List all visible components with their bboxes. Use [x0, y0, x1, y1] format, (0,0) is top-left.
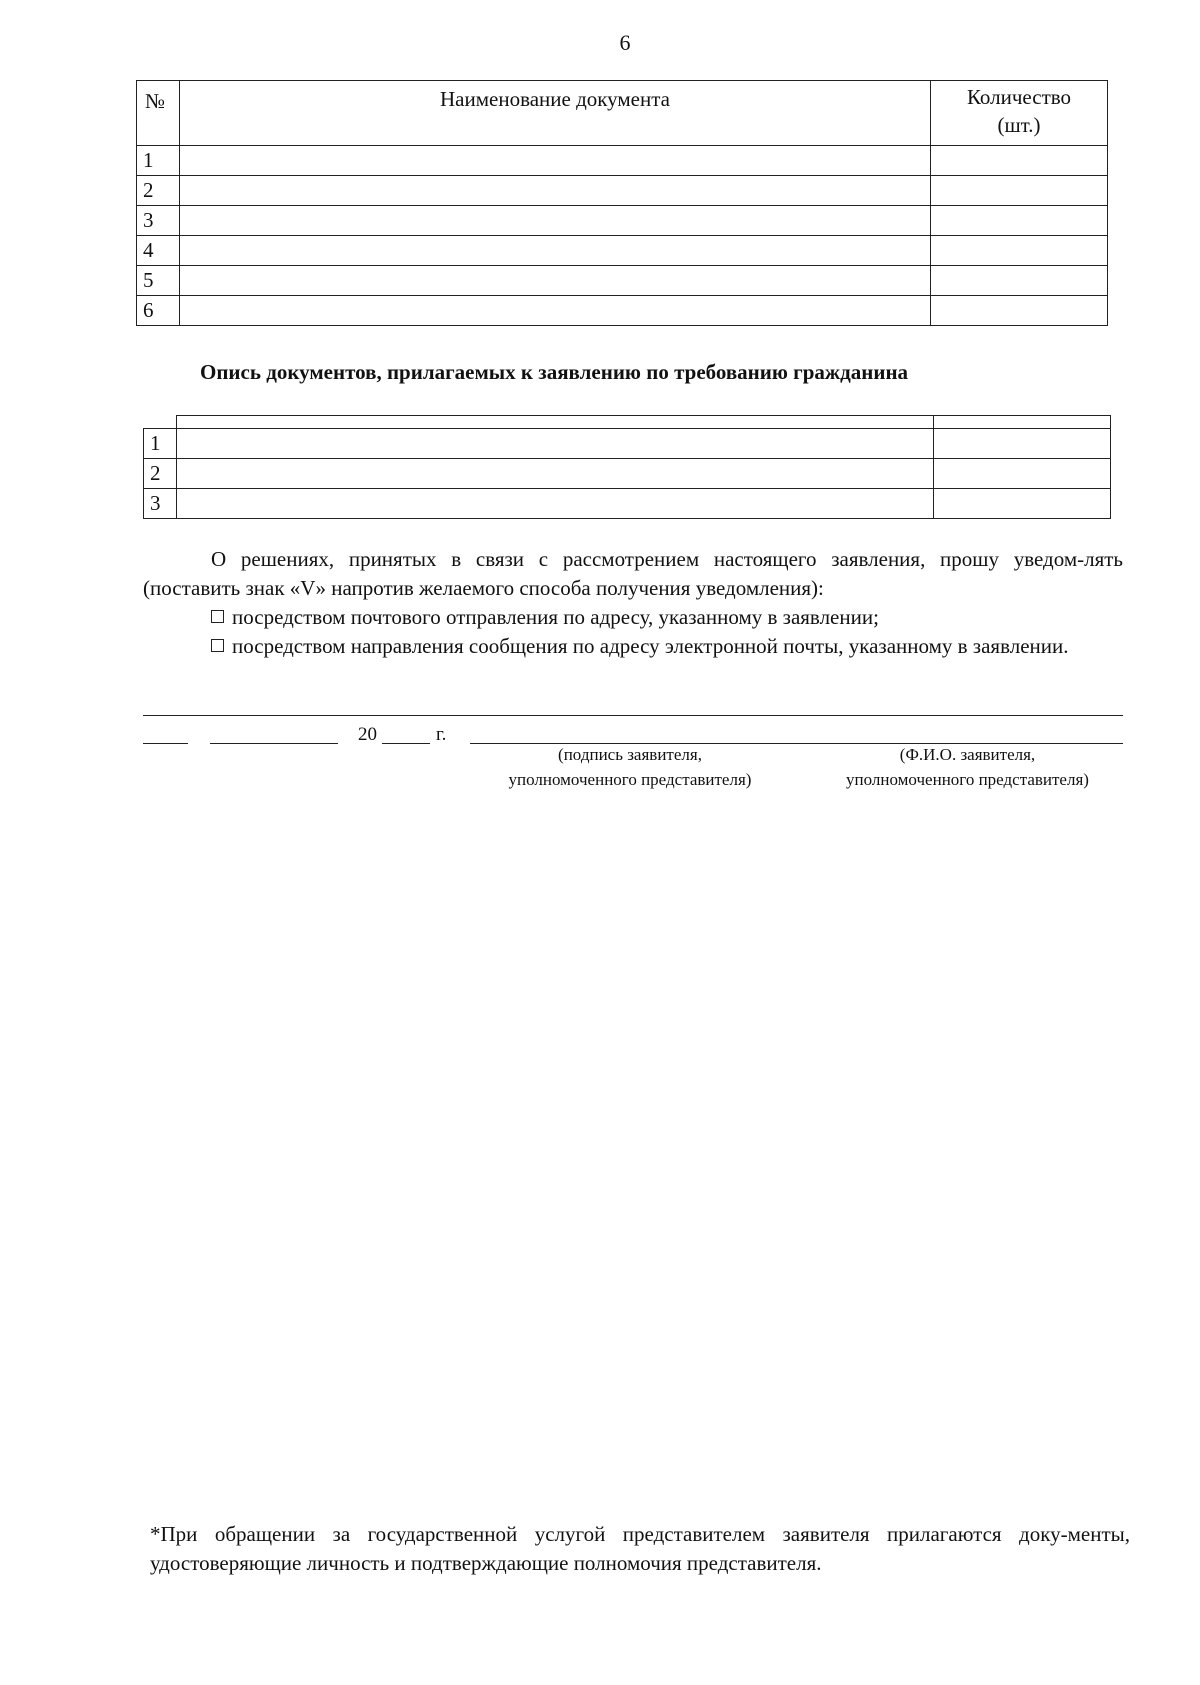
table-row	[144, 459, 1111, 489]
quantity-cell[interactable]	[934, 489, 1111, 519]
row-number: 4	[137, 236, 180, 266]
table-row	[137, 146, 1108, 176]
notification-intro: О решениях, принятых в связи с рассмотрением настоящего заявления, прошу уведом-лять (поставить знак «V» напротив желаемого способа получения уведомления):	[143, 547, 1123, 600]
row-number: 2	[144, 459, 177, 489]
year-prefix: 20	[358, 724, 377, 745]
checkbox-postal[interactable]	[211, 610, 224, 623]
name-caption-line1: (Ф.И.О. заявителя,	[899, 745, 1036, 764]
document-name-cell[interactable]	[180, 236, 931, 266]
day-line[interactable]	[143, 743, 188, 744]
document-name-cell[interactable]	[180, 206, 931, 236]
document-name-cell[interactable]	[177, 459, 934, 489]
quantity-cell[interactable]	[931, 296, 1108, 326]
documents-table	[136, 80, 1108, 326]
quantity-cell[interactable]	[934, 429, 1111, 459]
document-name-cell[interactable]	[180, 266, 931, 296]
signature-caption-line2: уполномоченного представителя)	[508, 770, 752, 789]
quantity-cell[interactable]	[931, 146, 1108, 176]
document-name-cell[interactable]	[177, 489, 934, 519]
signature-top-line	[143, 715, 1123, 716]
notification-option-postal	[143, 603, 1123, 632]
table-row	[137, 266, 1108, 296]
page-number: 6	[619, 30, 631, 55]
quantity-cell[interactable]	[931, 176, 1108, 206]
year-line[interactable]	[382, 743, 430, 744]
table-row	[137, 296, 1108, 326]
row-number: 1	[144, 429, 177, 459]
checkbox-email[interactable]	[211, 639, 224, 652]
table-row	[144, 489, 1111, 519]
table-top-strip	[144, 416, 1111, 429]
row-number: 2	[137, 176, 180, 206]
table-row	[137, 206, 1108, 236]
table-header-row	[137, 81, 1108, 146]
row-number: 3	[137, 206, 180, 236]
signature-caption	[470, 742, 790, 792]
document-name-cell[interactable]	[180, 176, 931, 206]
signature-caption-line1: (подпись заявителя,	[558, 745, 702, 764]
document-name-cell[interactable]	[177, 429, 934, 459]
option-email-label: посредством направления сообщения по адресу электронной почты, указанному в заявлении.	[232, 634, 1069, 658]
table-row	[144, 429, 1111, 459]
table-row	[137, 236, 1108, 266]
table-row	[137, 176, 1108, 206]
row-number: 6	[137, 296, 180, 326]
row-number: 1	[137, 146, 180, 176]
month-line[interactable]	[210, 743, 338, 744]
row-number: 5	[137, 266, 180, 296]
name-caption-line2: уполномоченного представителя)	[846, 770, 1089, 789]
quantity-cell[interactable]	[931, 236, 1108, 266]
column-header-document-name: Наименование документа	[180, 81, 931, 146]
quantity-header-line2: (шт.)	[997, 113, 1041, 137]
notification-option-email	[143, 632, 1123, 661]
quantity-cell[interactable]	[931, 266, 1108, 296]
option-postal-label: посредством почтового отправления по адресу, указанному в заявлении;	[232, 605, 879, 629]
year-suffix: г.	[436, 724, 447, 745]
section-title: Опись документов, прилагаемых к заявлению по требованию гражданина	[200, 360, 909, 384]
footnote: *При обращении за государственной услугой представителем заявителя прилагаются доку-менты, удостоверяющие личность и подтверждающие полномочия представителя.	[150, 1522, 1130, 1575]
quantity-cell[interactable]	[934, 459, 1111, 489]
name-caption	[810, 742, 1125, 792]
attached-documents-table	[143, 415, 1111, 519]
document-name-cell[interactable]	[180, 146, 931, 176]
quantity-cell[interactable]	[931, 206, 1108, 236]
row-number: 3	[144, 489, 177, 519]
column-header-quantity	[931, 81, 1108, 146]
quantity-header-line1: Количество	[966, 85, 1072, 109]
column-header-number: №	[137, 81, 180, 146]
document-name-cell[interactable]	[180, 296, 931, 326]
